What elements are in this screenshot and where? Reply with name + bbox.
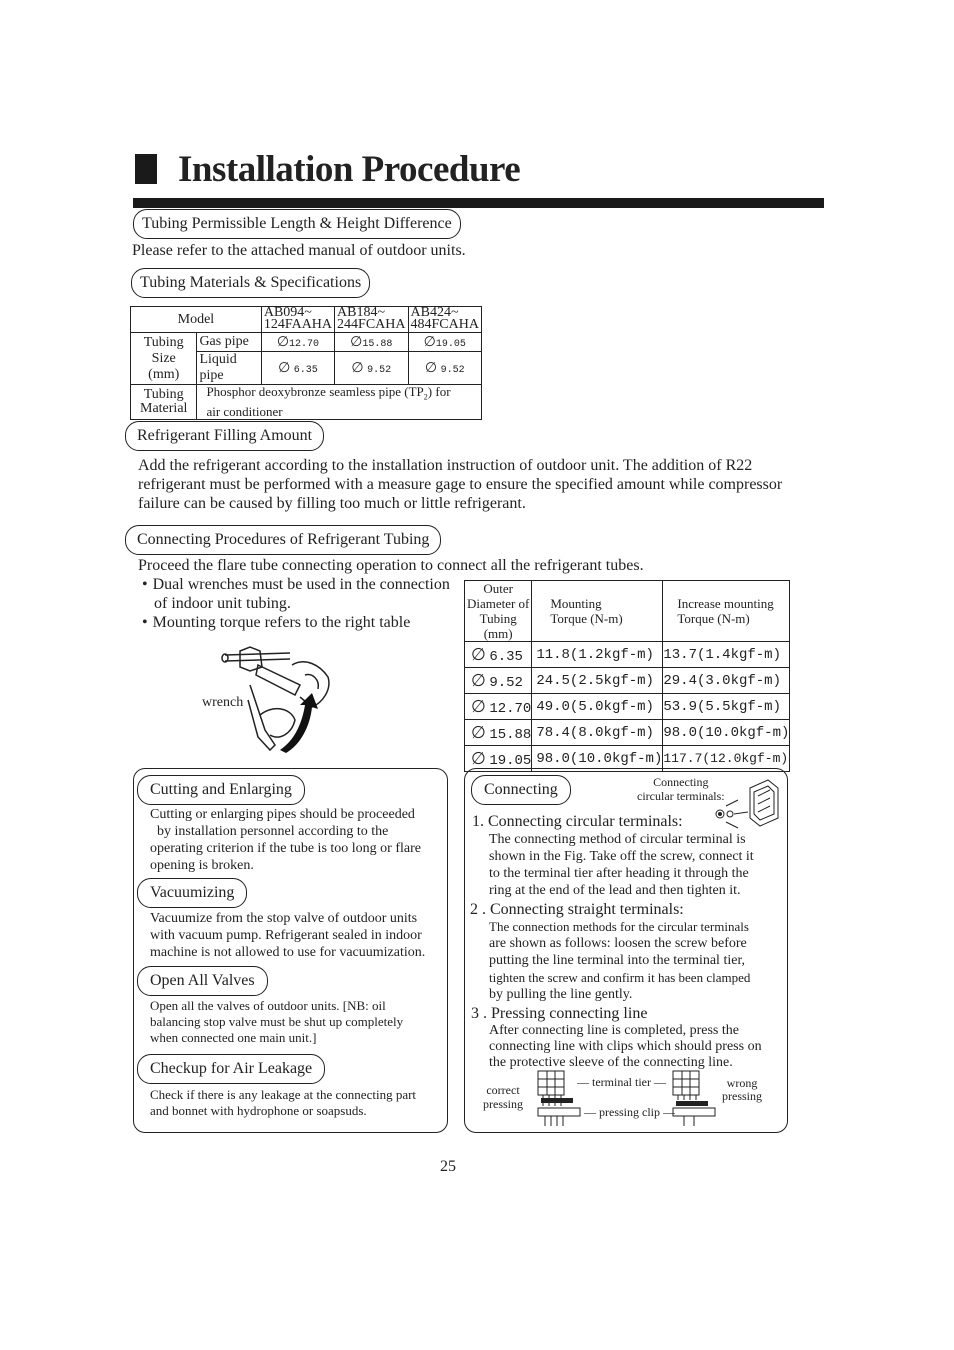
item3-title: 3 . Pressing connecting line: [471, 1005, 648, 1022]
tubing-length-text: Please refer to the attached manual of outdoor units.: [132, 242, 466, 259]
diameter-icon: ∅: [351, 360, 368, 376]
diameter-icon: ∅: [276, 334, 290, 350]
heading-tubing-length: Tubing Permissible Length & Height Difference: [133, 209, 461, 239]
liquid-value-1: ∅ 6.35: [261, 352, 334, 385]
item1-text: The connecting method of circular terminal is shown in the Fig. Take off the screw, connect it to the terminal tier after heading it through the ring at the end of the lead and then tighten it.: [489, 832, 754, 898]
wrong-pressing-illustration: [670, 1070, 720, 1128]
liquid-pipe-label: Liquid pipe: [197, 352, 261, 385]
leakage-text: Check if there is any leakage at the connecting part and bonnet with hydrophone or soapsuds.: [150, 1087, 417, 1118]
refrigerant-filling-text: Add the refrigerant according to the installation instruction of outdoor unit. The addition of R22 refrigerant must be performed with a measure gage to ensure the specified amount while compressor failure can be caused by filling too much or little refrigerant.: [138, 457, 783, 512]
heading-connecting: Connecting: [471, 775, 571, 805]
diameter-icon: ∅: [471, 722, 486, 742]
title-square-icon: [135, 154, 157, 184]
diameter-icon: ∅: [471, 670, 486, 690]
heading-refrigerant-filling: Refrigerant Filling Amount: [125, 421, 324, 451]
gas-value-2: ∅15.88: [335, 333, 408, 352]
item1-title: 1. Connecting circular terminals:: [472, 813, 683, 830]
terminal-tier-label: — terminal tier —: [577, 1075, 666, 1089]
liquid-value-3: ∅ 9.52: [408, 352, 481, 385]
connecting-bullets: • Dual wrenches must be used in the connection of indoor unit tubing. • Mounting torque refers to the right table: [142, 575, 450, 632]
model-3: AB424~ 484FCAHA: [408, 307, 481, 333]
table-row: ∅ 12.70 49.0(5.0kgf-m) 53.9(5.5kgf-m): [465, 694, 790, 720]
gas-value-3: ∅19.05: [408, 333, 481, 352]
table-row: ∅ 15.88 78.4(8.0kgf-m) 98.0(10.0kgf-m): [465, 720, 790, 746]
torque-col-mounting: Mounting Torque (N-m): [532, 581, 663, 642]
diameter-icon: ∅: [471, 696, 486, 716]
model-2: AB184~ 244FCAHA: [335, 307, 408, 333]
torque-col-increase: Increase mounting Torque (N-m): [663, 581, 790, 642]
heading-connecting-procedures: Connecting Procedures of Refrigerant Tubing: [125, 525, 441, 555]
diameter-icon: ∅: [471, 644, 486, 664]
model-label: Model: [131, 307, 262, 333]
wrench-label: wrench: [202, 695, 244, 710]
table-row: ∅ 9.52 24.5(2.5kgf-m) 29.4(3.0kgf-m): [465, 668, 790, 694]
liquid-value-2: ∅ 9.52: [335, 352, 408, 385]
diameter-icon: ∅: [423, 334, 436, 350]
item2-text: The connection methods for the circular terminals are shown as follows: loosen the screw before putting the line terminal into the terminal tier, tighten the screw and confirm it has been clamped by pulling the line gently.: [489, 919, 751, 1002]
wrong-pressing-label: wrong pressing: [722, 1076, 762, 1103]
diameter-icon: ∅: [471, 748, 486, 768]
vacuumizing-text: Vacuumize from the stop valve of outdoor units with vacuum pump. Refrigerant sealed in indoor machine is not allowed to use for vacuumization.: [150, 911, 426, 960]
connecting-intro: Proceed the flare tube connecting operation to connect all the refrigerant tubes.: [138, 557, 644, 574]
heading-tubing-materials: Tubing Materials & Specifications: [131, 268, 370, 298]
tubing-material-value: Phosphor deoxybronze seamless pipe $(TP_2)$ for air conditioner: [197, 385, 482, 420]
pressing-clip-label: — pressing clip —: [584, 1105, 675, 1119]
table-row: ∅ 19.05 98.0(10.0kgf-m) 117.7(12.0kgf-m): [465, 746, 790, 772]
diameter-icon: ∅: [424, 360, 441, 376]
cutting-text: Cutting or enlarging pipes should be proceeded by installation personnel according to the operating criterion if the tube is too long or flare opening is broken.: [150, 807, 421, 873]
heading-leakage: Checkup for Air Leakage: [137, 1054, 325, 1084]
item2-title: 2 . Connecting straight terminals:: [470, 901, 684, 918]
tubing-size-label: Tubing Size (mm): [131, 333, 197, 385]
circular-terminal-illustration: [708, 778, 784, 832]
model-1: AB094~ 124FAAHA: [261, 307, 334, 333]
page-number: 25: [440, 1158, 456, 1175]
heading-cutting: Cutting and Enlarging: [137, 775, 305, 805]
page-title: Installation Procedure: [178, 149, 521, 190]
table-row: ∅ 6.35 11.8(1.2kgf-m) 13.7(1.4kgf-m): [465, 642, 790, 668]
item3-text: After connecting line is completed, press the connecting line with clips which should press on the protective sleeve of the connecting line.: [489, 1023, 762, 1070]
heading-vacuumizing: Vacuumizing: [137, 878, 247, 908]
title-rule: [133, 198, 824, 208]
torque-table: [464, 580, 790, 772]
gas-pipe-label: Gas pipe: [197, 333, 261, 352]
tubing-spec-table: [130, 306, 482, 420]
heading-open-valves: Open All Valves: [137, 966, 268, 996]
tubing-material-label: Tubing Material: [131, 385, 197, 420]
correct-pressing-illustration: [535, 1070, 583, 1128]
open-valves-text: Open all the valves of outdoor units. [NB: oil balancing stop valve must be shut up completely when connected one main unit.]: [150, 998, 404, 1045]
circular-terminal-fig-label: Connecting circular terminals:: [637, 775, 725, 803]
diameter-icon: ∅: [350, 334, 363, 350]
diameter-icon: ∅: [278, 360, 294, 376]
correct-pressing-label: correct pressing: [483, 1083, 523, 1111]
torque-col-diameter: Outer Diameter of Tubing (mm): [465, 581, 532, 642]
gas-value-1: ∅12.70: [261, 333, 334, 352]
